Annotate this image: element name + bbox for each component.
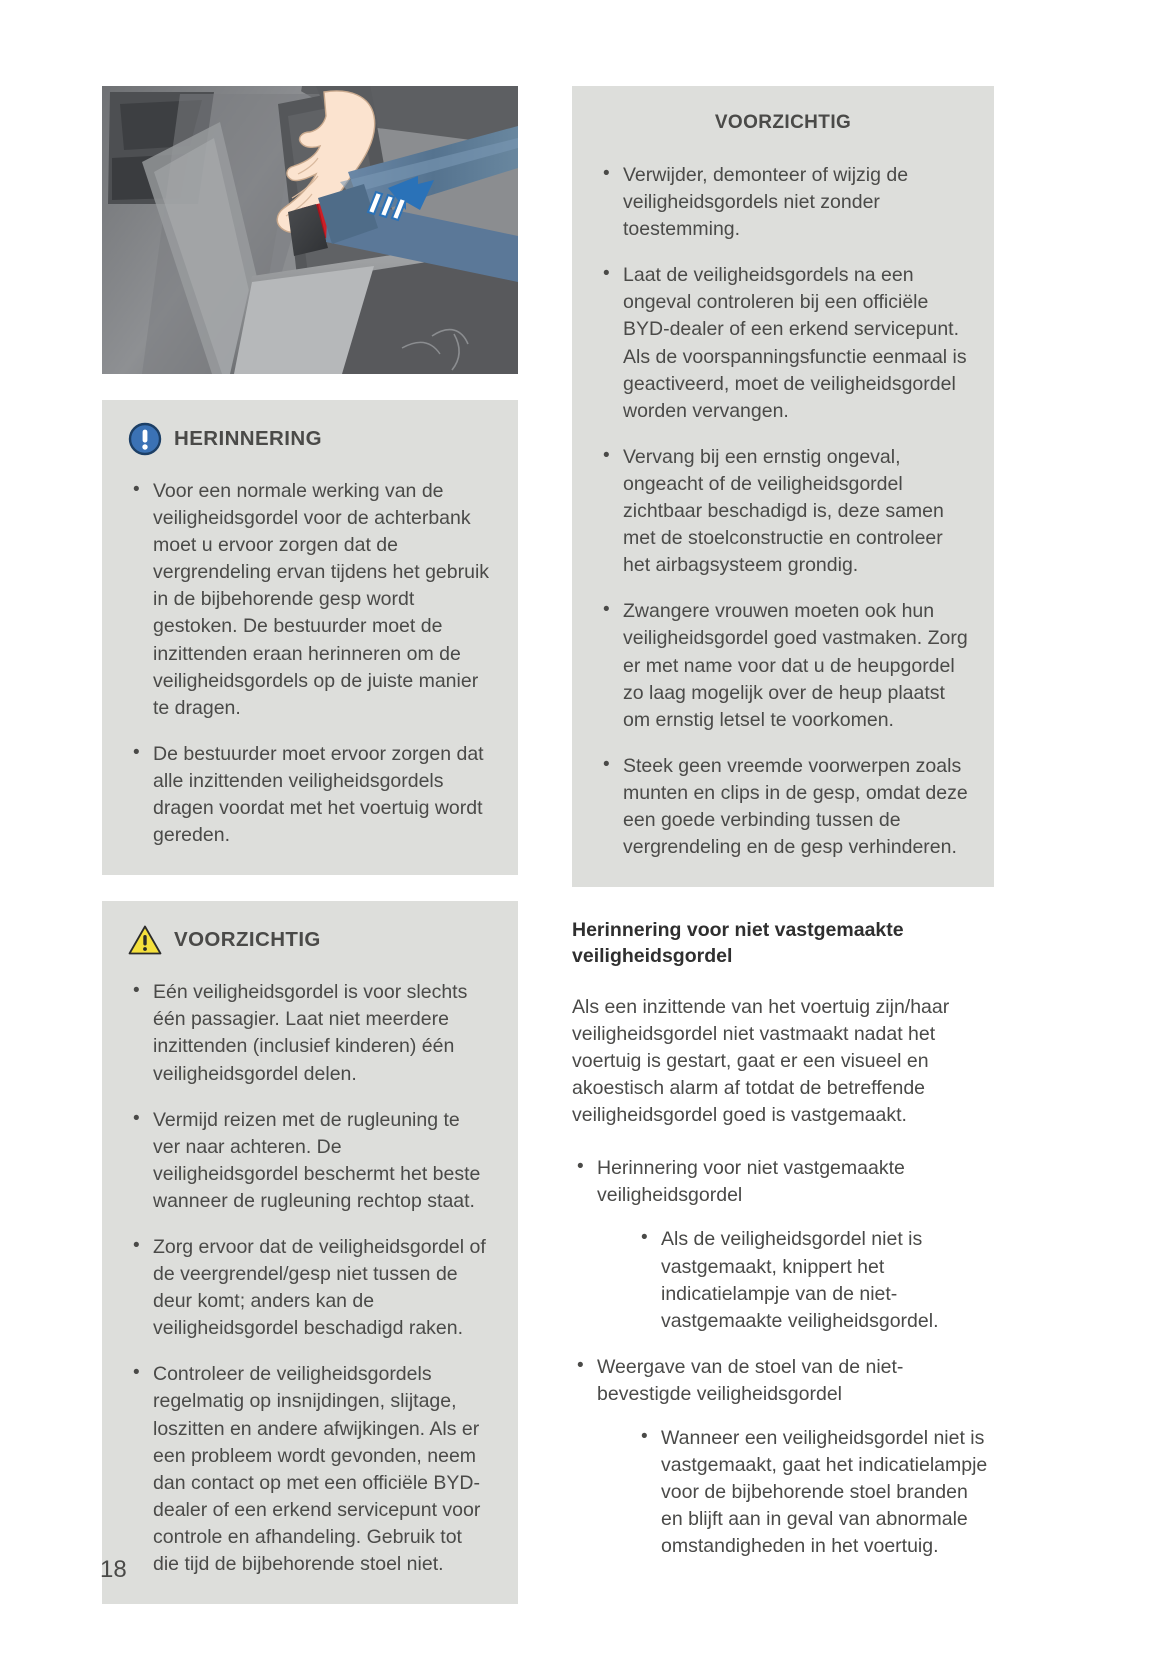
list-item: • De bestuurder moet ervoor zorgen dat alle inzittenden veiligheidsgordels dragen voordat met het voertuig wordt gereden. — [128, 741, 492, 849]
seatbelt-buckle-release-illustration — [102, 86, 518, 374]
list-item: • Eén veiligheidsgordel is voor slechts één passagier. Laat niet meerdere inzittenden (inclusief kinderen) één veiligheidsgordel delen. — [128, 979, 492, 1087]
list-item: • Vervang bij een ernstig ongeval, ongeacht of de veiligheidsgordel zichtbaar beschadigd is, deze samen met de stoelconstructie en controleer het airbagsysteem grondig. — [598, 444, 968, 579]
reminder-bullet-list — [128, 478, 492, 849]
section-sub-list — [636, 1226, 994, 1334]
list-item: • Wanneer een veiligheidsgordel niet is vastgemaakt, gaat het indicatielampje voor de bijbehorende stoel branden en blijft aan in geval van abnormale omstandigheden in het voertuig. — [636, 1425, 994, 1560]
list-item: • Steek geen vreemde voorwerpen zoals munten en clips in de gesp, omdat deze een goede verbinding tussen de vergrendeling en de gesp verhinderen. — [598, 753, 968, 861]
list-item — [572, 1354, 994, 1561]
section-title: Herinnering voor niet vastgemaakte veiligheidsgordel — [572, 919, 904, 968]
list-item: • Laat de veiligheidsgordels na een ongeval controleren bij een officiële BYD-dealer of een erkend servicepunt. Als de voorspanningsfunctie eenmaal is geactiveerd, moet de veiligheidsgordel worden vervangen. — [598, 262, 968, 425]
list-item: • Zorg ervoor dat de veiligheidsgordel of de veergrendel/gesp niet tussen de deur komt; anders kan de veiligheidsgordel beschadigd raken. — [128, 1234, 492, 1342]
illustration-artwork — [102, 86, 518, 374]
section-paragraph: Als een inzittende van het voertuig zijn/haar veiligheidsgordel niet vastmaakt nadat het voertuig is gestart, gaat er een visueel en akoestisch alarm af totdat de betreffende veiligheidsgordel goed is vastgemaakt. — [572, 995, 950, 1127]
caution-header-left — [128, 923, 492, 957]
left-column — [102, 86, 518, 1604]
caution-title-left: VOORZICHTIG — [174, 928, 321, 952]
caution-bullet-list-right — [598, 162, 968, 861]
caution-header-right — [598, 112, 968, 134]
list-item: • Als de veiligheidsgordel niet is vastgemaakt, knippert het indicatielampje van de niet-vastgemaakte veiligheidsgordel. — [636, 1226, 994, 1334]
section-bullet-list — [572, 1155, 994, 1560]
warning-triangle-icon — [128, 923, 162, 957]
list-item: • Vermijd reizen met de rugleuning te ver naar achteren. De veiligheidsgordel beschermt het beste wanneer de rugleuning rechtop staat. — [128, 1107, 492, 1215]
list-item — [572, 1155, 994, 1335]
page-number: 18 — [100, 1556, 127, 1583]
reminder-title: HERINNERING — [174, 427, 322, 450]
reminder-callout-box — [102, 400, 518, 875]
caution-callout-box-right — [572, 86, 994, 887]
list-item: • Voor een normale werking van de veiligheidsgordel voor de achterbank moet u ervoor zorgen dat de vergrendeling ervan tijdens het gebruik in de bijbehorende gesp wordt gestoken. De bestuurder moet de inzittenden eraan herinneren om de veiligheidsgordels op de juiste manier te dragen. — [128, 478, 492, 722]
caution-callout-box-left — [102, 901, 518, 1604]
list-item: • Controleer de veiligheidsgordels regelmatig op insnijdingen, slijtage, loszitten en andere afwijkingen. Als er een probleem wordt gevonden, neem dan contact op met een officiële BYD-dealer of een erkend servicepunt voor controle en afhandeling. Gebruik tot die tijd de bijbehorende stoel niet. — [128, 1361, 492, 1578]
right-column — [572, 86, 994, 1577]
caution-bullet-list-left — [128, 979, 492, 1578]
exclamation-circle-icon — [128, 422, 162, 456]
section-sub-list — [636, 1425, 994, 1560]
list-item-text: Herinnering voor niet vastgemaakte veiligheidsgordel — [597, 1157, 905, 1207]
caution-title-right: VOORZICHTIG — [714, 112, 852, 133]
list-item: • Verwijder, demonteer of wijzig de veiligheidsgordels niet zonder toestemming. — [598, 162, 968, 243]
list-item: • Zwangere vrouwen moeten ook hun veiligheidsgordel goed vastmaken. Zorg er met name voor dat u de heupgordel zo laag mogelijk over de heup plaatst om ernstig letsel te voorkomen. — [598, 598, 968, 733]
reminder-header — [128, 422, 492, 456]
list-item-text: Weergave van de stoel van de niet-bevestigde veiligheidsgordel — [597, 1355, 904, 1405]
